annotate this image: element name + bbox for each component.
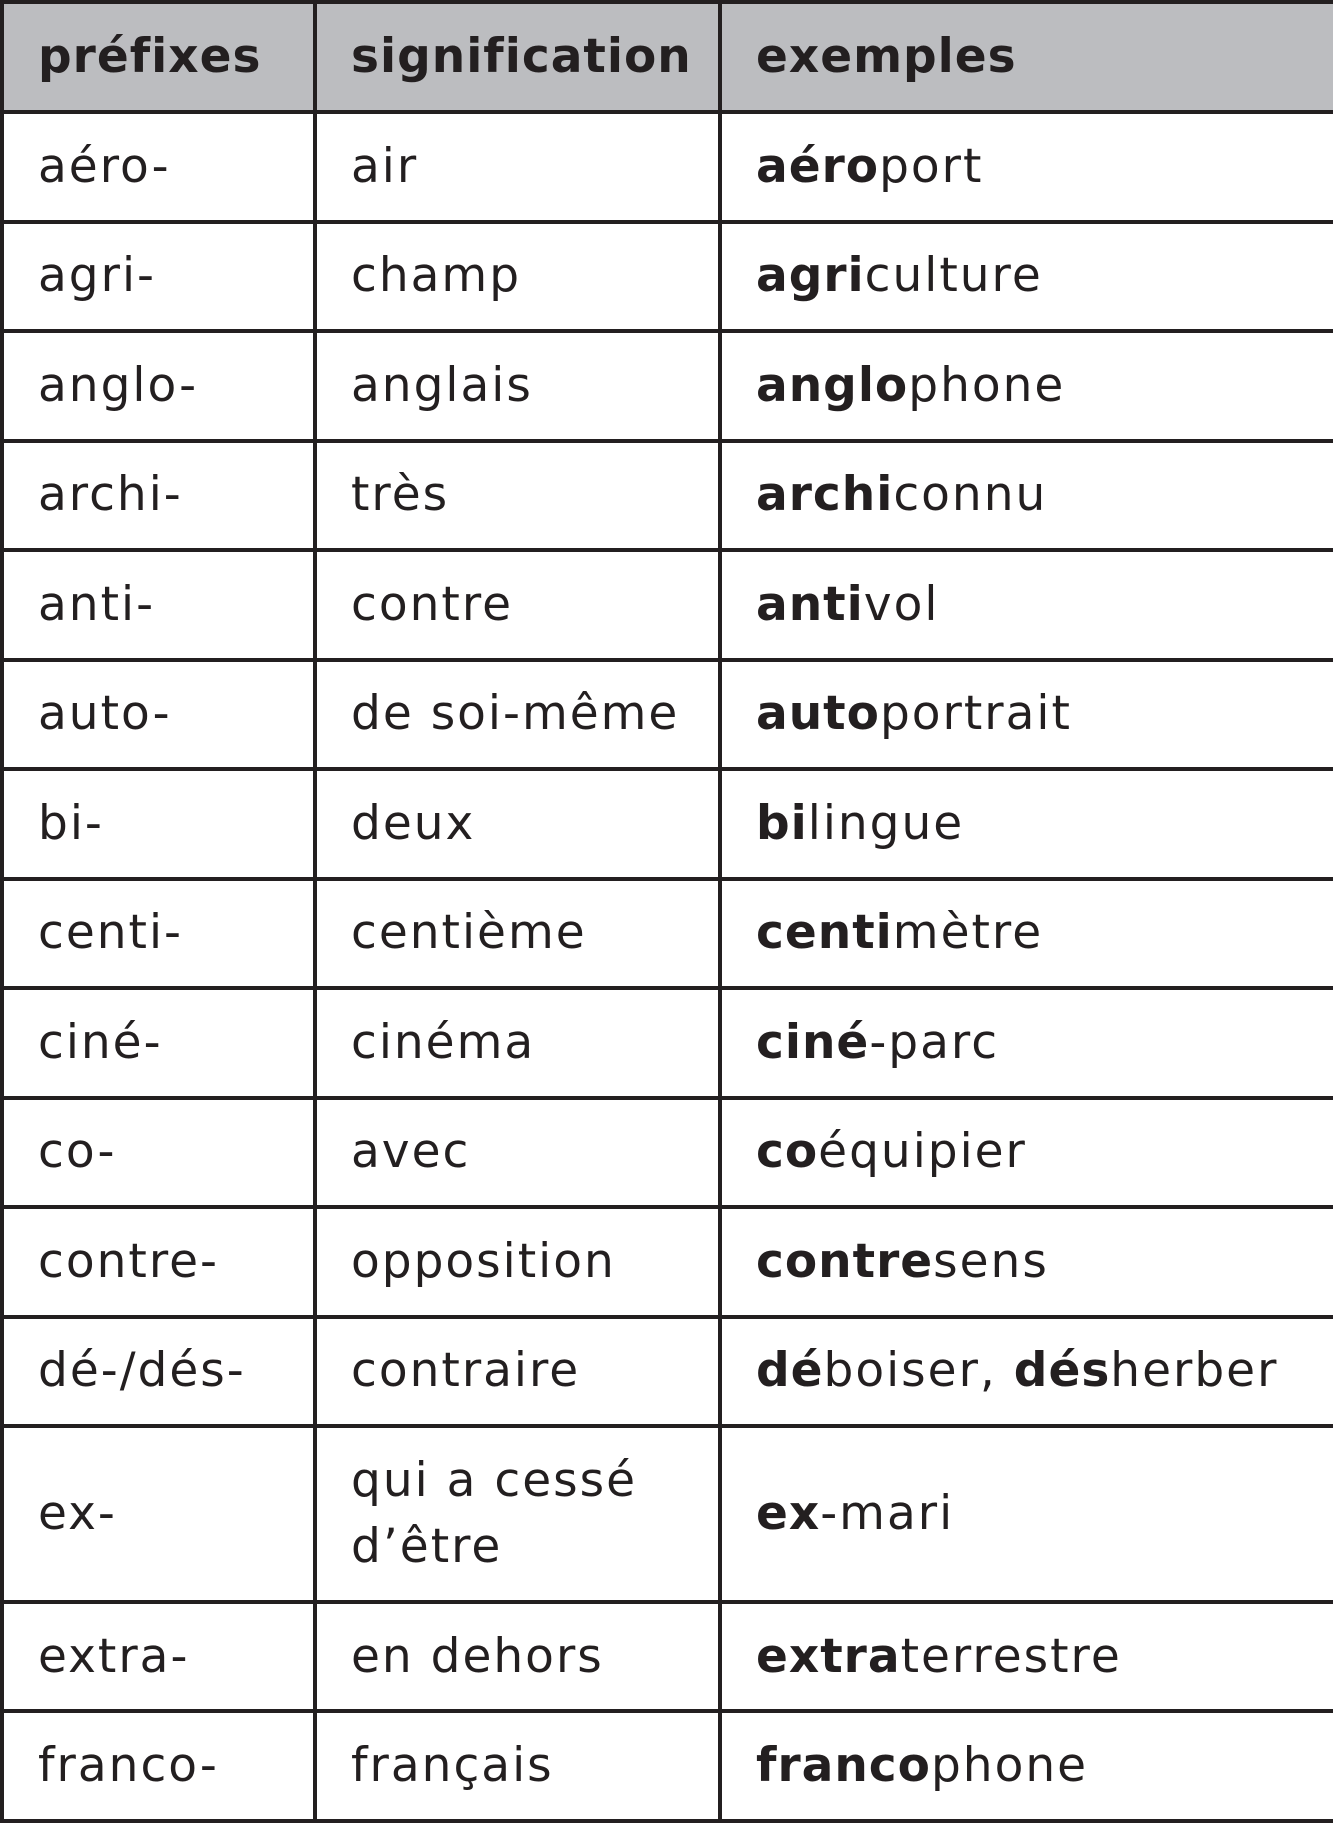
meaning-cell: anglais <box>315 331 720 441</box>
example-cell <box>720 660 1333 770</box>
example-rest-part: sens <box>933 1233 1049 1289</box>
example-prefix-part: anti <box>756 576 864 632</box>
example-prefix-part: dé <box>756 1343 824 1399</box>
example-prefix-part: co <box>756 1124 819 1180</box>
example-prefix-part: extra <box>756 1628 901 1684</box>
meaning-cell: cinéma <box>315 988 720 1098</box>
prefix-cell: anti- <box>2 550 315 660</box>
prefix-cell: auto- <box>2 660 315 770</box>
meaning-cell: avec <box>315 1098 720 1208</box>
example-rest-part: mètre <box>892 905 1044 961</box>
table-header <box>2 2 1333 112</box>
meaning-cell: en dehors <box>315 1602 720 1712</box>
example-rest-part: phone <box>908 357 1066 413</box>
meaning-cell: deux <box>315 769 720 879</box>
example-cell <box>720 331 1333 441</box>
meaning-cell: français <box>315 1711 720 1821</box>
table-row <box>2 331 1333 441</box>
prefix-cell: franco- <box>2 1711 315 1821</box>
meaning-cell: contraire <box>315 1317 720 1427</box>
example-cell <box>720 769 1333 879</box>
example-cell <box>720 222 1333 332</box>
table-row <box>2 879 1333 989</box>
table-row <box>2 1711 1333 1821</box>
table-body <box>2 112 1333 1821</box>
example-rest-part: vol <box>863 576 940 632</box>
example-rest-part: port <box>879 138 984 194</box>
meaning-cell: très <box>315 441 720 551</box>
meaning-cell: champ <box>315 222 720 332</box>
example-rest-part: terrestre <box>900 1628 1122 1684</box>
example-prefix-part: auto <box>756 686 880 742</box>
example-prefix-part: agri <box>756 248 865 304</box>
example-cell <box>720 1711 1333 1821</box>
prefix-cell: bi- <box>2 769 315 879</box>
header-examples: exemples <box>720 2 1333 112</box>
example-rest-part: connu <box>893 467 1048 523</box>
table-row <box>2 550 1333 660</box>
header-row <box>2 2 1333 112</box>
example-prefix-part: contre <box>756 1233 934 1289</box>
example-cell <box>720 112 1333 222</box>
meaning-cell: contre <box>315 550 720 660</box>
meaning-cell: opposition <box>315 1207 720 1317</box>
table-row <box>2 1098 1333 1208</box>
meaning-cell: qui a cessé d’être <box>315 1426 720 1602</box>
example-rest-part: lingue <box>807 795 965 851</box>
example-prefix-part: archi <box>756 467 894 523</box>
example-prefix-part: dés <box>1013 1343 1111 1399</box>
table-row <box>2 660 1333 770</box>
table-row <box>2 1426 1333 1602</box>
example-prefix-part: bi <box>756 795 808 851</box>
table-row <box>2 1207 1333 1317</box>
table-row <box>2 441 1333 551</box>
example-prefix-part: ciné <box>756 1014 870 1070</box>
example-cell <box>720 1317 1333 1427</box>
example-rest-part: herber <box>1110 1343 1279 1399</box>
example-rest-part: -mari <box>820 1485 955 1541</box>
table-row <box>2 1317 1333 1427</box>
example-cell <box>720 988 1333 1098</box>
prefix-cell: co- <box>2 1098 315 1208</box>
header-meaning: signification <box>315 2 720 112</box>
table-row <box>2 112 1333 222</box>
example-cell <box>720 1426 1333 1602</box>
example-cell <box>720 879 1333 989</box>
example-cell <box>720 441 1333 551</box>
meaning-cell: centième <box>315 879 720 989</box>
prefix-cell: extra- <box>2 1602 315 1712</box>
example-prefix-part: anglo <box>756 357 909 413</box>
example-cell <box>720 1098 1333 1208</box>
table-row <box>2 988 1333 1098</box>
example-prefix-part: franco <box>756 1738 931 1794</box>
example-rest-part: portrait <box>879 686 1072 742</box>
example-prefix-part: aéro <box>756 138 880 194</box>
prefix-cell: centi- <box>2 879 315 989</box>
example-prefix-part: ex <box>756 1485 821 1541</box>
prefix-cell: anglo- <box>2 331 315 441</box>
example-rest-part: culture <box>864 248 1043 304</box>
prefix-cell: archi- <box>2 441 315 551</box>
example-cell <box>720 1207 1333 1317</box>
prefix-cell: dé-/dés- <box>2 1317 315 1427</box>
prefix-cell: contre- <box>2 1207 315 1317</box>
example-cell <box>720 550 1333 660</box>
prefix-cell: aéro- <box>2 112 315 222</box>
table-row <box>2 222 1333 332</box>
example-rest-part: équipier <box>818 1124 1027 1180</box>
prefix-cell: ex- <box>2 1426 315 1602</box>
table-row <box>2 1602 1333 1712</box>
example-rest-part: -parc <box>869 1014 1000 1070</box>
table-row <box>2 769 1333 879</box>
meaning-cell: de soi-même <box>315 660 720 770</box>
header-prefixes: préfixes <box>2 2 315 112</box>
prefix-cell: ciné- <box>2 988 315 1098</box>
meaning-cell: air <box>315 112 720 222</box>
example-rest-part: phone <box>930 1738 1089 1794</box>
example-cell <box>720 1602 1333 1712</box>
example-prefix-part: centi <box>756 905 893 961</box>
example-rest-part: boiser, <box>823 1343 1014 1399</box>
prefix-cell: agri- <box>2 222 315 332</box>
